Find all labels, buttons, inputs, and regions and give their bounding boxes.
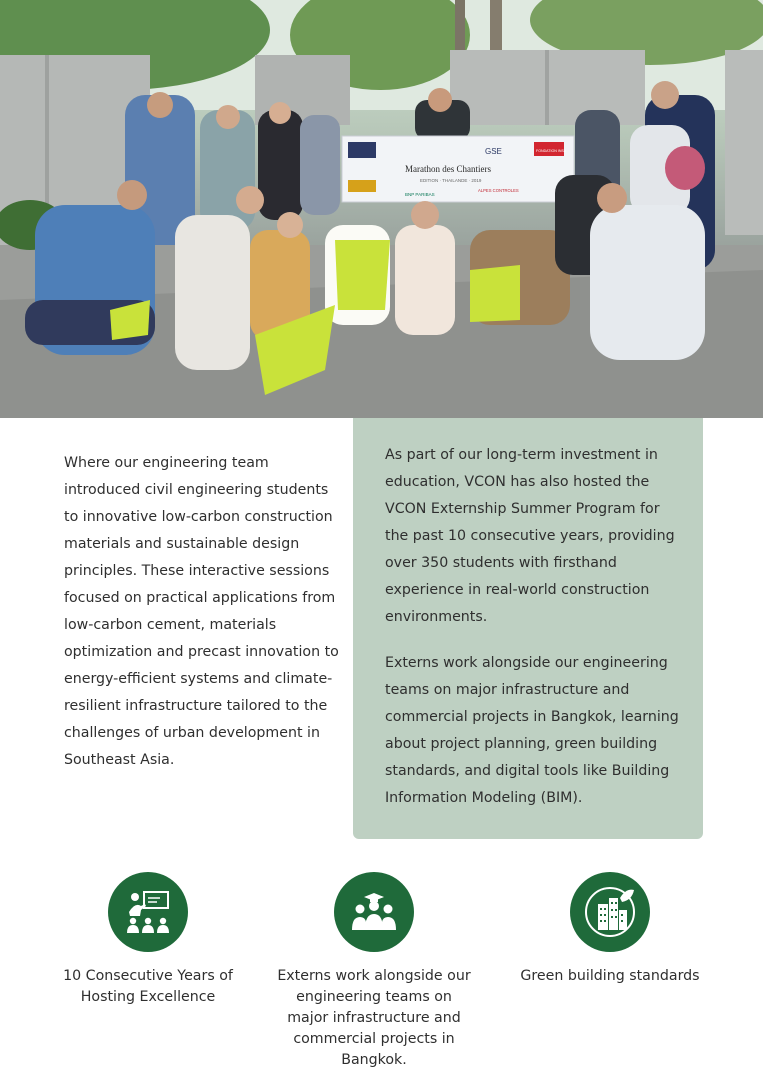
banner-title: Marathon des Chantiers [405,164,491,174]
banner-subtitle: EDITION · THAILANDE · 2019 [420,178,482,183]
logo-bnp-paribas: BNP PARIBAS [405,192,435,197]
intro-paragraph: Where our engineering team introduced civil engineering students to innovative low-carbon construction materials and sustainable design principles. These interactive sessions focused on practical applications from low-carbon cement, materials optimization and precast innovation to energy-efficient systems and climate-resilient infrastructure tailored to the challenges of urban development in Southeast Asia. [64,455,339,768]
externship-panel [353,418,703,839]
feature-label: 10 Consecutive Years of Hosting Excellence [63,968,233,1005]
team-group-icon [334,872,414,952]
feature-hosting-years [48,872,248,1008]
feature-label: Green building standards [520,968,700,984]
feature-team-work [274,872,474,1071]
externship-paragraph-2: Externs work alongside our engineering teams on major infrastructure and commercial projects in Bangkok, learning about project planning, green building standards, and digital tools like Building Information Modeling (BIM). [385,655,679,806]
green-building-icon [570,872,650,952]
feature-green-building [505,872,715,987]
teacher-presentation-icon [108,872,188,952]
feature-label: Externs work alongside our engineering teams on major infrastructure and commercial projects in Bangkok. [277,968,471,1068]
logo-alpes-controles: ALPES CONTROLES [478,188,519,193]
logo-fondation-insa: FONDATION INSA [536,149,567,153]
group-photo [0,0,763,418]
externship-paragraph-1: As part of our long-term investment in education, VCON has also hosted the VCON Externship Summer Program for the past 10 consecutive years, providing over 350 students with firsthand experience in real-world construction environments. [385,447,675,625]
logo-gse: GSE [485,147,502,156]
